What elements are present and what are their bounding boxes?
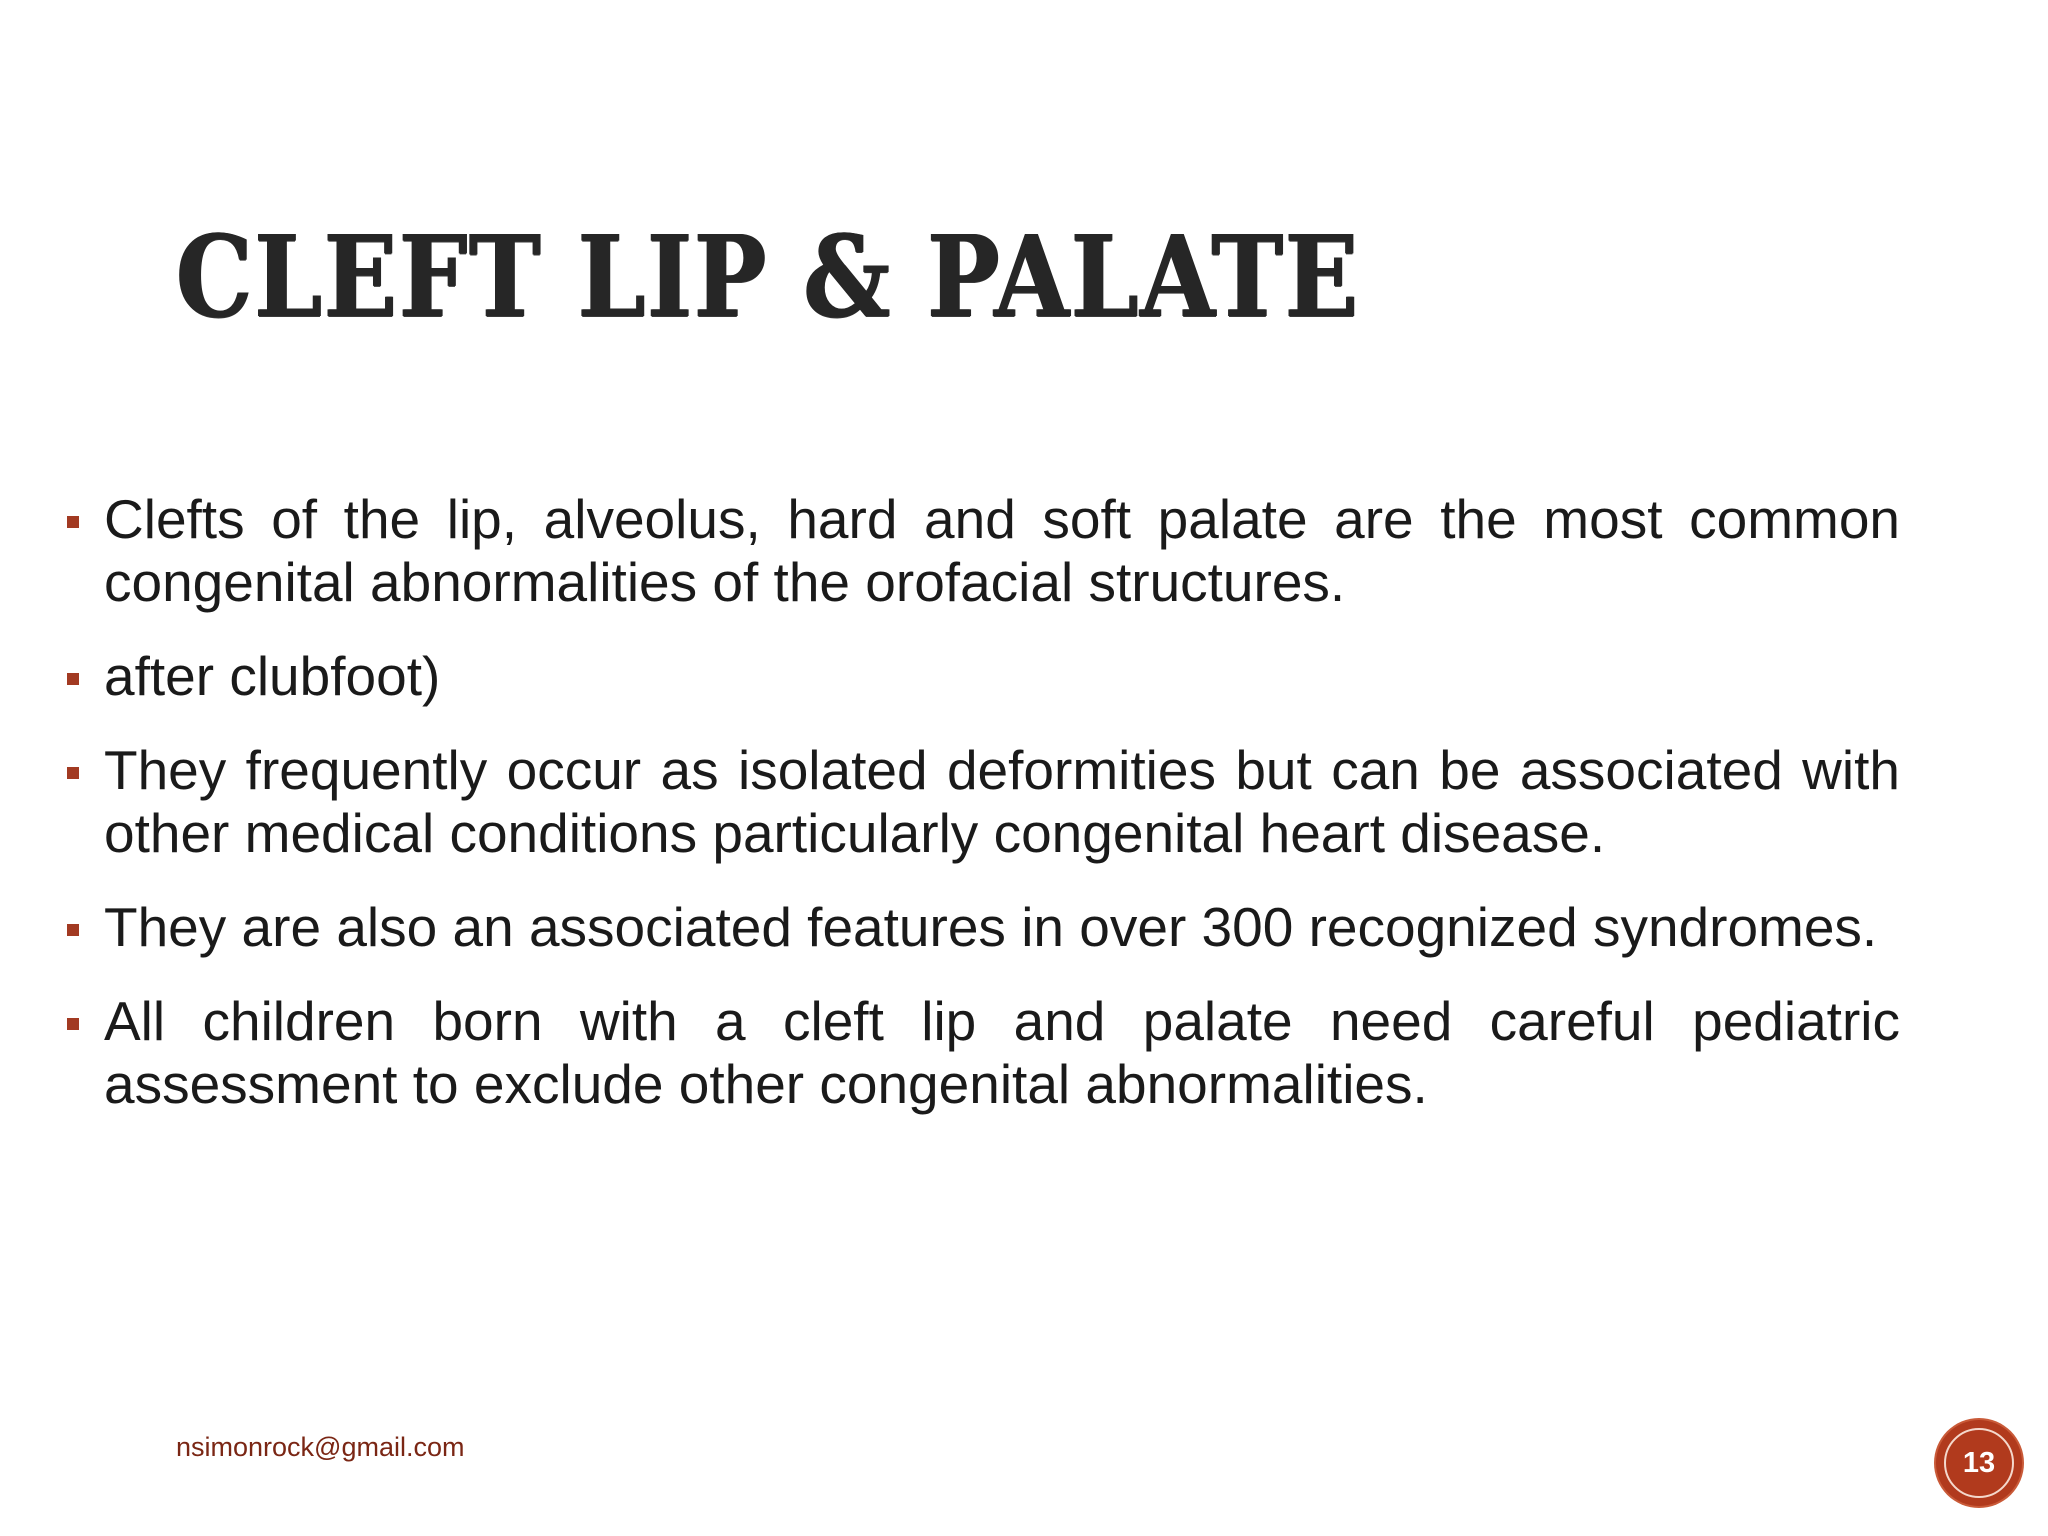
bullet-item <box>62 739 1900 865</box>
bullet-text: They are also an associated features in over 300 recognized syndromes. <box>104 896 1878 958</box>
bullet-item <box>62 488 1900 614</box>
bullet-text: after clubfoot) <box>104 645 441 707</box>
bullet-text: All children born with a cleft lip and palate need careful pediatric assessment to exclude other congenital abnormalities. <box>104 990 1900 1115</box>
page-number: 13 <box>1962 1447 1996 1479</box>
square-bullet-icon <box>67 516 79 528</box>
footer-email: nsimonrock@gmail.com <box>176 1432 465 1462</box>
page-number-badge <box>1936 1420 2022 1506</box>
bullet-item <box>62 645 1900 708</box>
slide-title: CLEFT LIP & PALATE <box>176 212 1361 343</box>
square-bullet-icon <box>67 767 79 779</box>
bullet-list <box>62 488 1900 1147</box>
bullet-item <box>62 896 1900 959</box>
square-bullet-icon <box>67 1018 79 1030</box>
bullet-item <box>62 990 1900 1116</box>
bullet-text: Clefts of the lip, alveolus, hard and soft palate are the most common congenital abnormalities of the orofacial structures. <box>104 488 1900 613</box>
square-bullet-icon <box>67 673 79 685</box>
square-bullet-icon <box>67 924 79 936</box>
bullet-text: They frequently occur as isolated deformities but can be associated with other medical conditions particularly congenital heart disease. <box>104 739 1900 864</box>
